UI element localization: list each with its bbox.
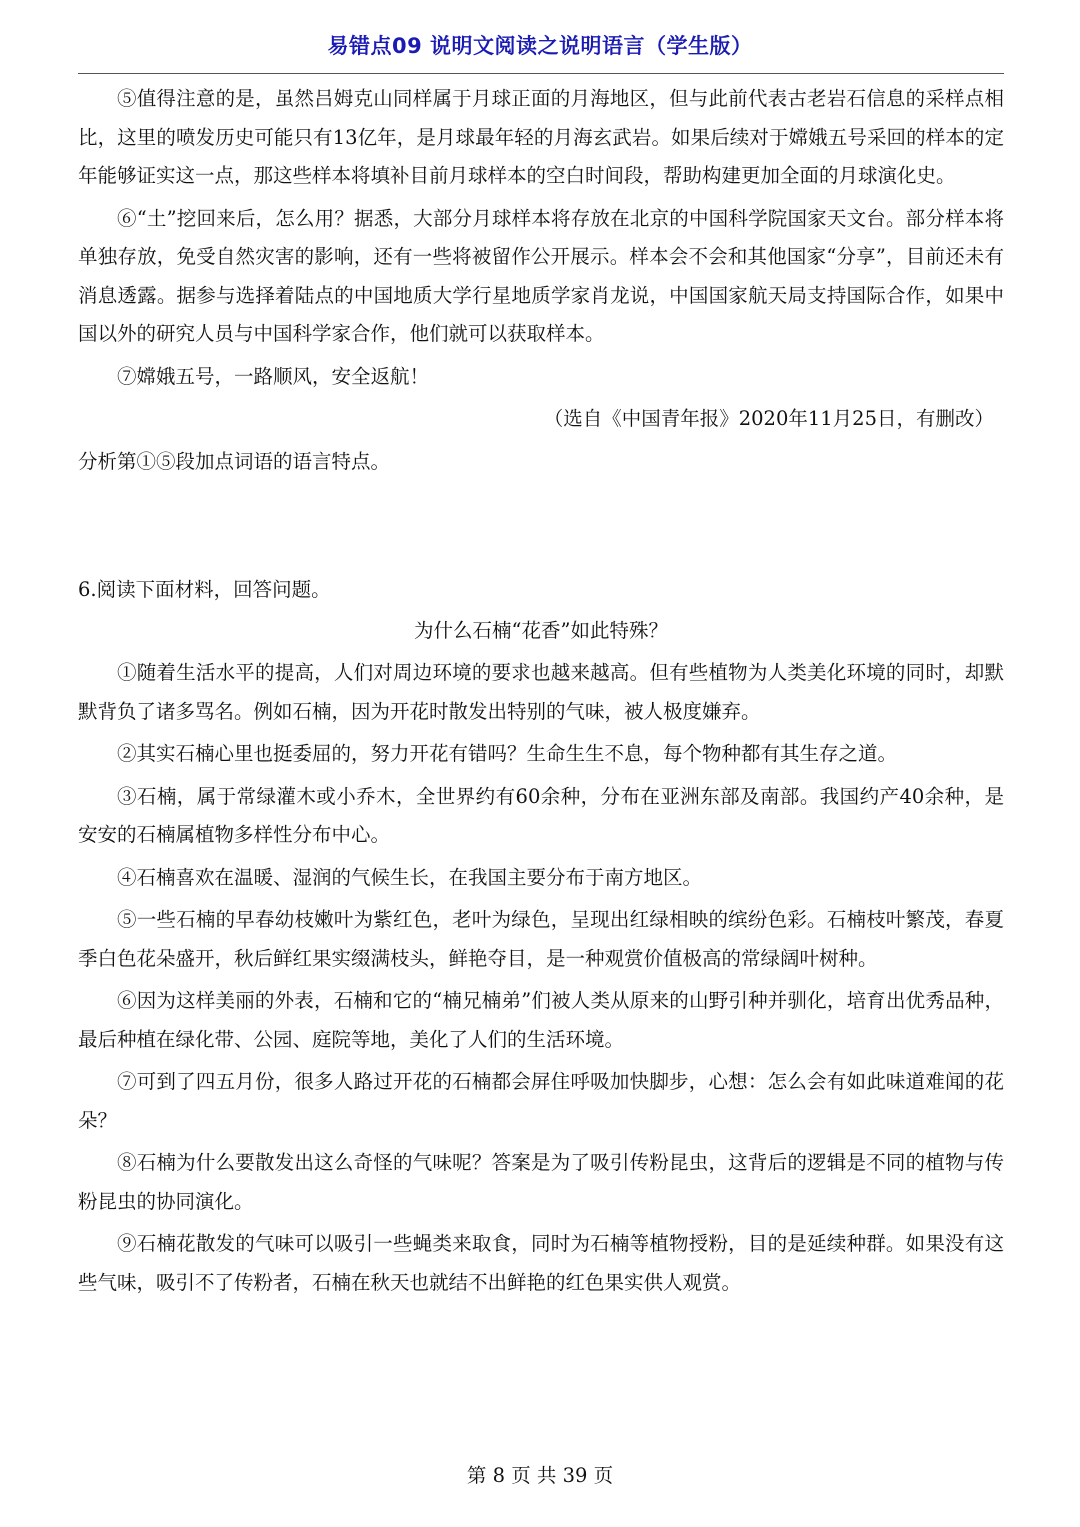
paragraph: ③石楠，属于常绿灌木或小乔木，全世界约有60余种，分布在亚洲东部及南部。我国约产40余种，是安安的石楠属植物多样性分布中心。 bbox=[78, 784, 1004, 846]
question-text: 分析第①⑤段加点词语的语言特点。 bbox=[78, 449, 391, 473]
answer-space bbox=[78, 481, 1004, 571]
paragraph: ①随着生活水平的提高，人们对周边环境的要求也越来越高。但有些植物为人类美化环境的同时，却默默背负了诸多骂名。例如石楠，因为开花时散发出特别的气味，被人极度嫌弃。 bbox=[78, 661, 1004, 723]
paragraph: ②其实石楠心里也挺委屈的，努力开花有错吗？生命生生不息，每个物种都有其生存之道。 bbox=[117, 742, 898, 765]
paragraph: ⑦嫦娥五号，一路顺风，安全返航！ bbox=[117, 364, 430, 388]
header-divider bbox=[78, 73, 1004, 74]
source-citation: （选自《中国青年报》2020年11月25日，有删改） bbox=[543, 407, 994, 430]
paragraph: ⑤值得注意的是，虽然吕姆克山同样属于月球正面的月海地区，但与此前代表古老岩石信息的采样点相比，这里的喷发历史可能只有13亿年，是月球最年轻的月海玄武岩。如果后续对于嫦娥五号采回的样本的定年能够证实这一点，那这些样本将填补目前月球样本的空白时间段，帮助构建更加全面的月球演化史。 bbox=[78, 87, 1004, 187]
paragraph: ⑦可到了四五月份，很多人路过开花的石楠都会屏住呼吸加快脚步，心想：怎么会有如此味道难闻的花朵？ bbox=[78, 1070, 1004, 1132]
paragraph: ⑥因为这样美丽的外表，石楠和它的“楠兄楠弟”们被人类从原来的山野引种并驯化，培育出优秀品种，最后种植在绿化带、公园、庭院等地，美化了人们的生活环境。 bbox=[78, 989, 1004, 1051]
document-body bbox=[78, 80, 1004, 1306]
paragraph: ⑨石楠花散发的气味可以吸引一些蝇类来取食，同时为石楠等植物授粉，目的是延续种群。如果没有这些气味，吸引不了传粉者，石楠在秋天也就结不出鲜艳的红色果实供人观赏。 bbox=[78, 1232, 1004, 1294]
article-title: 为什么石楠“花香”如此特殊？ bbox=[414, 618, 668, 642]
paragraph: ⑧石楠为什么要散发出这么奇怪的气味呢？答案是为了吸引传粉昆虫，这背后的逻辑是不同的植物与传粉昆虫的协同演化。 bbox=[78, 1151, 1004, 1213]
paragraph: ④石楠喜欢在温暖、湿润的气候生长，在我国主要分布于南方地区。 bbox=[117, 865, 703, 889]
paragraph: ⑤一些石楠的早春幼枝嫩叶为紫红色，老叶为绿色，呈现出红绿相映的缤纷色彩。石楠枝叶繁茂，春夏季白色花朵盛开，秋后鲜红果实缀满枝头，鲜艳夺目，是一种观赏价值极高的常绿阔叶树种。 bbox=[78, 908, 1004, 970]
question-intro: 6.阅读下面材料，回答问题。 bbox=[78, 578, 331, 601]
page-number: 第 8 页 共 39 页 bbox=[466, 1464, 614, 1487]
page-header-title: 易错点09 说明文阅读之说明语言（学生版） bbox=[327, 34, 753, 58]
paragraph: ⑥“土”挖回来后，怎么用？据悉，大部分月球样本将存放在北京的中国科学院国家天文台。部分样本将单独存放，免受自然灾害的影响，还有一些将被留作公开展示。样本会不会和其他国家“分享”，目前还未有消息透露。据参与选择着陆点的中国地质大学行星地质学家肖龙说，中国国家航天局支持国际合作，如果中国以外的研究人员与中国科学家合作，他们就可以获取样本。 bbox=[78, 206, 1004, 345]
